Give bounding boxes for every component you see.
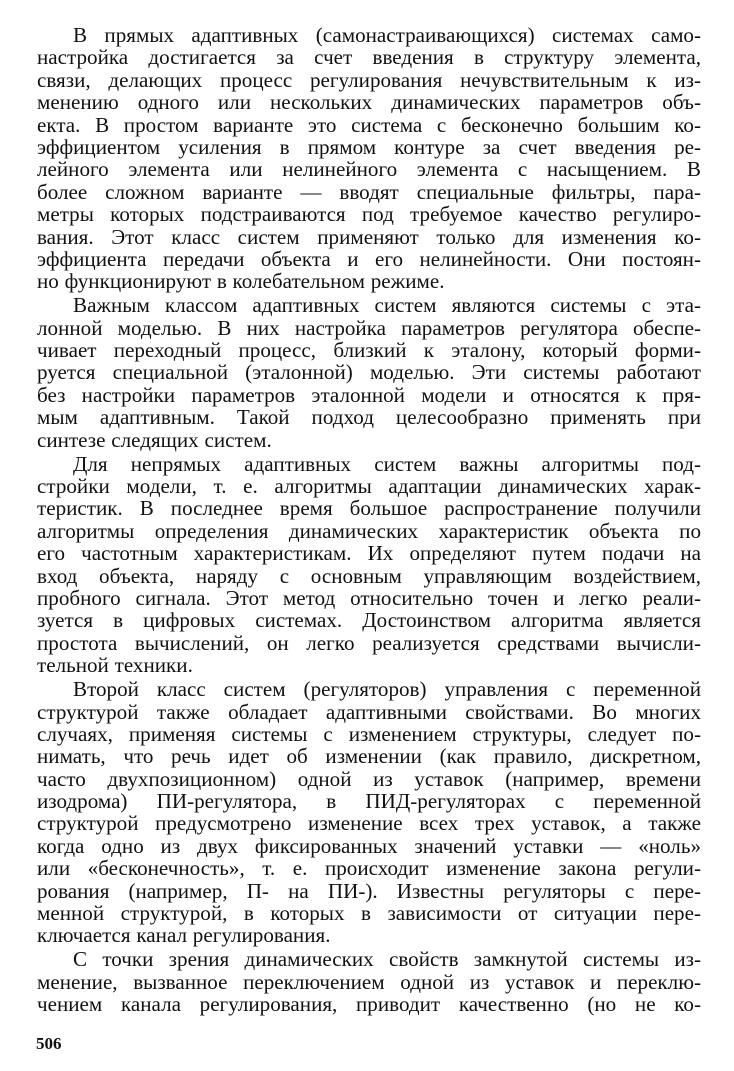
text-line: когда одно из двух фиксированных значений уставки — «ноль» <box>37 833 701 858</box>
paragraph-2 <box>37 294 701 451</box>
text-line: мым адаптивным. Такой подход целесообразно применять при <box>37 405 701 430</box>
text-line: структурой предусмотрено изменение всех трех уставок, а также <box>37 811 701 836</box>
text-line: метры которых подстраиваются под требуемое качество регулиро- <box>37 202 701 227</box>
text-line: менной структурой, в которых в зависимости от ситуации пере- <box>37 901 701 926</box>
text-line: без настройки параметров эталонной модели и относятся к пря- <box>37 382 701 407</box>
text-line: его частотным характеристикам. Их определяют путем подачи на <box>37 541 701 566</box>
text-line: ключается канал регулирования. <box>37 923 331 948</box>
text-line: Важным классом адаптивных систем являются системы с эта- <box>73 293 701 318</box>
text-line: настройка достигается за счет введения в структуру элемента, <box>37 45 701 70</box>
text-line: алгоритмы определения динамических характеристик объекта по <box>37 518 701 543</box>
text-line: но функционируют в колебательном режиме. <box>37 269 445 294</box>
paragraph-3 <box>37 453 701 677</box>
text-line: Второй класс систем (регуляторов) управления с переменной <box>73 677 701 702</box>
text-line: часто двухпозиционном) одной из уставок (например, времени <box>37 766 701 791</box>
text-line: случаях, применяя системы с изменением структуры, следует по- <box>37 721 701 746</box>
text-line: эффициента передачи объекта и его нелинейности. Они постоян- <box>37 246 701 271</box>
paragraph-4 <box>37 678 701 947</box>
paragraph-1 <box>37 24 701 293</box>
text-line: зуется в цифровых системах. Достоинством алгоритма является <box>37 608 701 633</box>
page-number: 506 <box>36 1034 62 1053</box>
text-line: Для непрямых адаптивных систем важны алгоритмы под- <box>73 451 701 476</box>
text-line: руется специальной (эталонной) моделью. Эти системы работают <box>37 360 701 385</box>
text-line: синтезе следящих систем. <box>37 427 272 452</box>
text-line: вход объекта, наряду с основным управляющим воздействием, <box>37 563 701 588</box>
text-line: эффициентом усиления в прямом контуре за счет введения ре- <box>37 134 701 159</box>
text-line: лонной моделью. В них настройка параметров регулятора обеспе- <box>37 315 701 340</box>
text-line: более сложном варианте — вводят специальные фильтры, пара- <box>37 179 701 204</box>
text-line: рования (например, П- на ПИ-). Известны регуляторы с пере- <box>37 878 701 903</box>
text-line: менение, вызванное переключением одной из уставок и переклю- <box>37 969 701 994</box>
text-line: теристик. В последнее время большое распространение получили <box>37 496 701 521</box>
text-line: стройки модели, т. е. алгоритмы адаптации динамических харак- <box>37 474 701 498</box>
text-line: простота вычислений, он легко реализуется средствами вычисли- <box>37 630 701 655</box>
text-line: екта. В простом варианте это система с бесконечно большим ко- <box>37 112 701 137</box>
text-line: С точки зрения динамических свойств замкнутой системы из- <box>73 947 701 972</box>
text-line: пробного сигнала. Этот метод относительно точен и легко реали- <box>37 585 701 610</box>
text-line: нимать, что речь идет об изменении (как правило, дискретном, <box>37 744 701 769</box>
text-line: менению одного или нескольких динамических параметров объ- <box>37 90 701 115</box>
text-line: вания. Этот класс систем применяют только для изменения ко- <box>37 224 701 249</box>
text-line: чением канала регулирования, приводит качественно (но не ко- <box>37 992 701 1017</box>
text-line: тельной техники. <box>37 653 193 678</box>
text-line: структурой также обладает адаптивными свойствами. Во многих <box>37 699 701 724</box>
text-line: изодрома) ПИ-регулятора, в ПИД-регуляторах с переменной <box>37 789 701 814</box>
text-line: чивает переходный процесс, близкий к эталону, который форми- <box>37 338 701 363</box>
paragraph-5 <box>37 948 701 1015</box>
page-body <box>37 24 701 1017</box>
text-line: В прямых адаптивных (самонастраивающихся) системах само- <box>73 23 701 47</box>
text-line: связи, делающих процесс регулирования нечувствительным к из- <box>37 67 701 92</box>
text-line: лейного элемента или нелинейного элемента с насыщением. В <box>37 157 701 182</box>
text-line: или «бесконечность», т. е. происходит изменение закона регули- <box>37 856 701 881</box>
